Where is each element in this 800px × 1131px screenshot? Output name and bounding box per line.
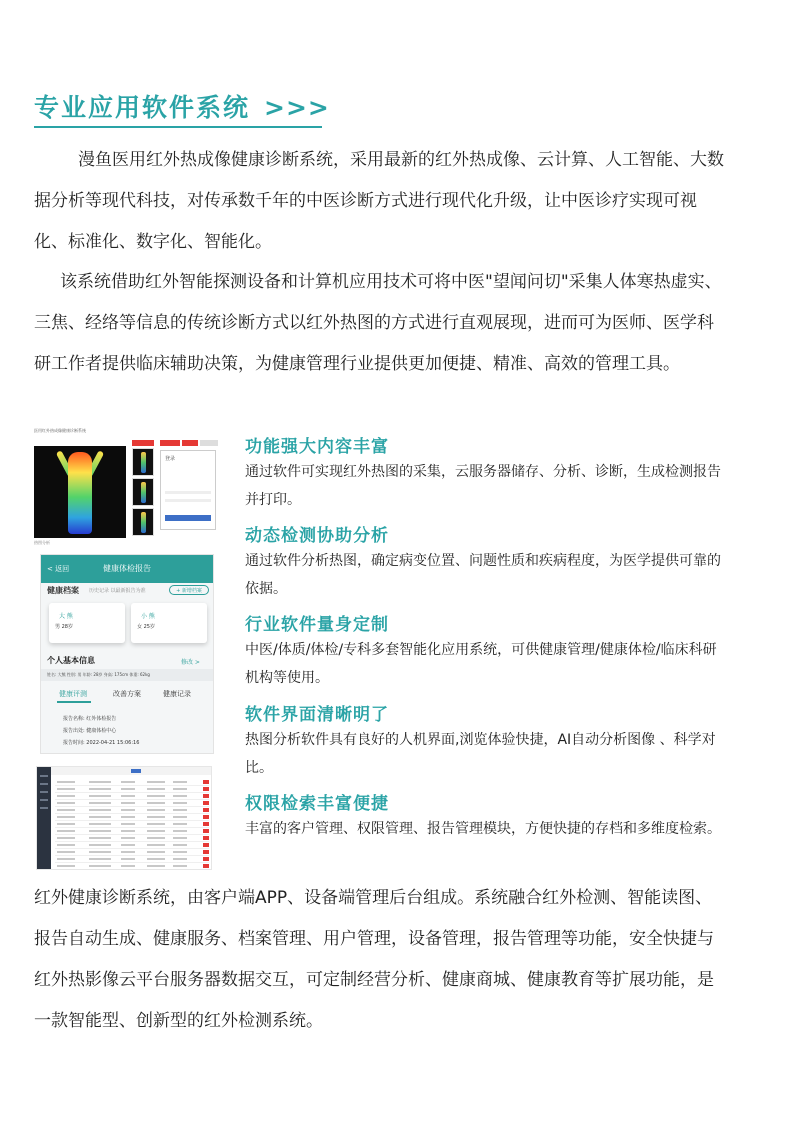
feature-title-3: 行业软件量身定制 [245, 615, 389, 635]
admin-search-button [131, 769, 141, 773]
table-cell [173, 795, 187, 797]
table-cell [89, 830, 111, 832]
thermal-body [68, 452, 92, 534]
feature-title-1: 功能强大内容丰富 [245, 437, 389, 457]
table-cell [121, 823, 135, 825]
report-time: 报告时间: 2022-04-21 15:06:16 [63, 740, 140, 746]
table-cell [57, 851, 75, 853]
table-row [55, 821, 209, 828]
table-cell [57, 865, 75, 867]
row-action-button [203, 822, 209, 826]
tab-health-records: 健康记录 [163, 690, 191, 698]
table-row [55, 807, 209, 814]
table-cell [173, 823, 187, 825]
row-action-button [203, 857, 209, 861]
row-action-button [203, 808, 209, 812]
table-cell [147, 788, 165, 790]
login-button [165, 515, 211, 521]
panel-tabs [160, 440, 218, 446]
sidebar-line [40, 775, 48, 777]
feature-desc-3: 中医/体质/体检/专科多套智能化应用系统，可供健康管理/健康体检/临床科研机构等使用。 [245, 642, 717, 686]
feature-title-5: 权限检索丰富便捷 [245, 794, 389, 814]
table-cell [121, 858, 135, 860]
table-cell [173, 802, 187, 804]
profile-name: 大 熊 [59, 613, 73, 620]
table-cell [121, 816, 135, 818]
thermal-thumbnail [132, 448, 154, 476]
table-cell [57, 809, 75, 811]
table-row [55, 849, 209, 856]
table-row [55, 828, 209, 835]
table-cell [121, 781, 135, 783]
table-cell [121, 844, 135, 846]
screenshot-footer: 热图分析 [34, 540, 50, 545]
row-action-button [203, 815, 209, 819]
table-row [55, 856, 209, 863]
row-action-button [203, 801, 209, 805]
table-cell [173, 851, 187, 853]
table-row [55, 842, 209, 849]
table-cell [57, 830, 75, 832]
table-cell [57, 823, 75, 825]
table-cell [57, 844, 75, 846]
table-cell [57, 781, 75, 783]
table-cell [57, 788, 75, 790]
profile-age: 男 28岁 [55, 624, 73, 630]
tab-improvement-plan: 改善方案 [113, 690, 141, 698]
login-field [165, 499, 211, 502]
table-cell [147, 830, 165, 832]
table-cell [121, 851, 135, 853]
table-cell [89, 823, 111, 825]
table-cell [89, 816, 111, 818]
thumbnail-strip [132, 440, 154, 538]
table-cell [121, 802, 135, 804]
table-cell [173, 809, 187, 811]
table-cell [147, 865, 165, 867]
table-cell [173, 858, 187, 860]
table-cell [121, 865, 135, 867]
table-row [55, 786, 209, 793]
feature-desc-1: 通过软件可实现红外热图的采集，云服务器储存、分析、诊断，生成检测报告并打印。 [245, 464, 721, 508]
report-source: 报告出处: 健康体检中心 [63, 728, 117, 734]
table-row [55, 793, 209, 800]
table-cell [173, 865, 187, 867]
table-cell [147, 851, 165, 853]
sidebar-line [40, 791, 48, 793]
table-cell [147, 781, 165, 783]
feature-desc-2: 通过软件分析热图，确定病变位置、问题性质和疾病程度，为医学提供可靠的依据。 [245, 553, 721, 597]
feature-desc-4: 热图分析软件具有良好的人机界面,浏览体验快捷，AI自动分析图像 、科学对比。 [245, 732, 716, 776]
profile-card [49, 603, 125, 643]
table-cell [89, 795, 111, 797]
table-cell [89, 865, 111, 867]
table-cell [173, 837, 187, 839]
table-cell [121, 788, 135, 790]
app-title: 健康体检报告 [103, 564, 151, 573]
admin-table-screenshot [36, 766, 212, 870]
table-cell [89, 837, 111, 839]
panel-tab [182, 440, 198, 446]
table-cell [147, 795, 165, 797]
row-action-button [203, 794, 209, 798]
table-cell [89, 788, 111, 790]
intro-paragraph-2: 该系统借助红外智能探测设备和计算机应用技术可将中医"望闻问切"采集人体寒热虚实、三焦、经络等信息的传统诊断方式以红外热图的方式进行直观展现，进而可为医师、医学科研工作者提供临床辅助决策，为健康管理行业提供更加便捷、精准、高效的管理工具。 [34, 272, 722, 374]
admin-toolbar [51, 767, 212, 775]
panel-tab [160, 440, 180, 446]
add-record-label: + 新增档案 [169, 585, 209, 595]
feature-title-2: 动态检测协助分析 [245, 526, 389, 546]
thermal-thumbnail [132, 508, 154, 536]
login-field [165, 491, 211, 494]
row-action-button [203, 829, 209, 833]
table-cell [173, 816, 187, 818]
table-row [55, 835, 209, 842]
screenshot-header: 医用红外热成像健康诊断系统 [34, 428, 86, 433]
report-name: 报告名称: 红外体检报告 [63, 716, 117, 722]
table-cell [121, 795, 135, 797]
title-underline [34, 126, 322, 128]
table-cell [173, 830, 187, 832]
table-row [55, 863, 209, 870]
intro-paragraph-1: 漫鱼医用红外热成像健康诊断系统，采用最新的红外热成像、云计算、人工智能、大数据分析等现代科技，对传承数千年的中医诊断方式进行现代化升级，让中医诊疗实现可视化、标准化、数字化、智能化。 [34, 150, 724, 252]
row-action-button [203, 864, 209, 868]
info-title: 个人基本信息 [47, 656, 95, 665]
admin-sidebar [37, 767, 51, 870]
active-tab-indicator [57, 701, 91, 703]
table-cell [57, 858, 75, 860]
row-action-button [203, 843, 209, 847]
table-cell [121, 809, 135, 811]
sidebar-line [40, 783, 48, 785]
sidebar-line [40, 807, 48, 809]
table-cell [57, 837, 75, 839]
page-title-text: 专业应用软件系统 [34, 93, 251, 122]
table-cell [173, 781, 187, 783]
feature-desc-5: 丰富的客户管理、权限管理、报告管理模块，方便快捷的存档和多维度检索。 [245, 821, 721, 837]
table-cell [89, 809, 111, 811]
row-action-button [203, 780, 209, 784]
table-cell [173, 788, 187, 790]
table-cell [147, 858, 165, 860]
table-cell [147, 823, 165, 825]
table-row [55, 800, 209, 807]
sidebar-line [40, 799, 48, 801]
app-header-bar [41, 555, 214, 583]
table-cell [147, 809, 165, 811]
login-box [160, 450, 216, 530]
table-row [55, 779, 209, 786]
profile-card [131, 603, 207, 643]
table-cell [147, 816, 165, 818]
table-cell [57, 795, 75, 797]
thermal-image [34, 446, 126, 538]
thermal-software-screenshot [32, 428, 222, 546]
back-label: < 返回 [47, 565, 70, 573]
table-cell [57, 816, 75, 818]
admin-table [55, 779, 209, 870]
basic-info-row: 姓名: 大熊 性别: 男 年龄: 28岁 身高: 175cm 体重: 62kg [41, 669, 214, 681]
login-label: 登录 [165, 456, 176, 462]
row-action-button [203, 850, 209, 854]
thermal-thumbnail [132, 478, 154, 506]
row-action-button [203, 787, 209, 791]
title-arrows: >>> [264, 93, 330, 122]
login-panel [160, 440, 218, 540]
health-report-screenshot [40, 554, 214, 754]
table-row [55, 814, 209, 821]
table-cell [121, 837, 135, 839]
table-cell [57, 802, 75, 804]
tab-health-assessment: 健康评测 [59, 690, 87, 698]
table-cell [121, 830, 135, 832]
bottom-paragraph: 红外健康诊断系统，由客户端APP、设备端管理后台组成。系统融合红外检测、智能读图、报告自动生成、健康服务、档案管理、用户管理，设备管理，报告管理等功能，安全快捷与红外热影像云平台服务器数据交互，可定制经营分析、健康商城、健康教育等扩展功能，是一款智能型、创新型的红外检测系统。 [34, 888, 714, 1031]
table-cell [173, 844, 187, 846]
table-cell [147, 837, 165, 839]
table-cell [147, 844, 165, 846]
panel-tab [200, 440, 218, 446]
section-subtitle: 历史记录 以最新报告为准 [89, 588, 146, 594]
table-cell [147, 802, 165, 804]
table-cell [89, 851, 111, 853]
row-action-button [203, 836, 209, 840]
table-cell [89, 858, 111, 860]
profile-name: 小 熊 [141, 613, 155, 620]
feature-title-4: 软件界面清晰明了 [245, 705, 389, 725]
table-cell [89, 844, 111, 846]
thumbnail-tab [132, 440, 154, 446]
page-title [34, 88, 330, 124]
edit-label: 修改 > [181, 659, 200, 666]
table-cell [89, 802, 111, 804]
table-cell [89, 781, 111, 783]
profile-age: 女 25岁 [137, 624, 155, 630]
section-title: 健康档案 [47, 586, 79, 595]
